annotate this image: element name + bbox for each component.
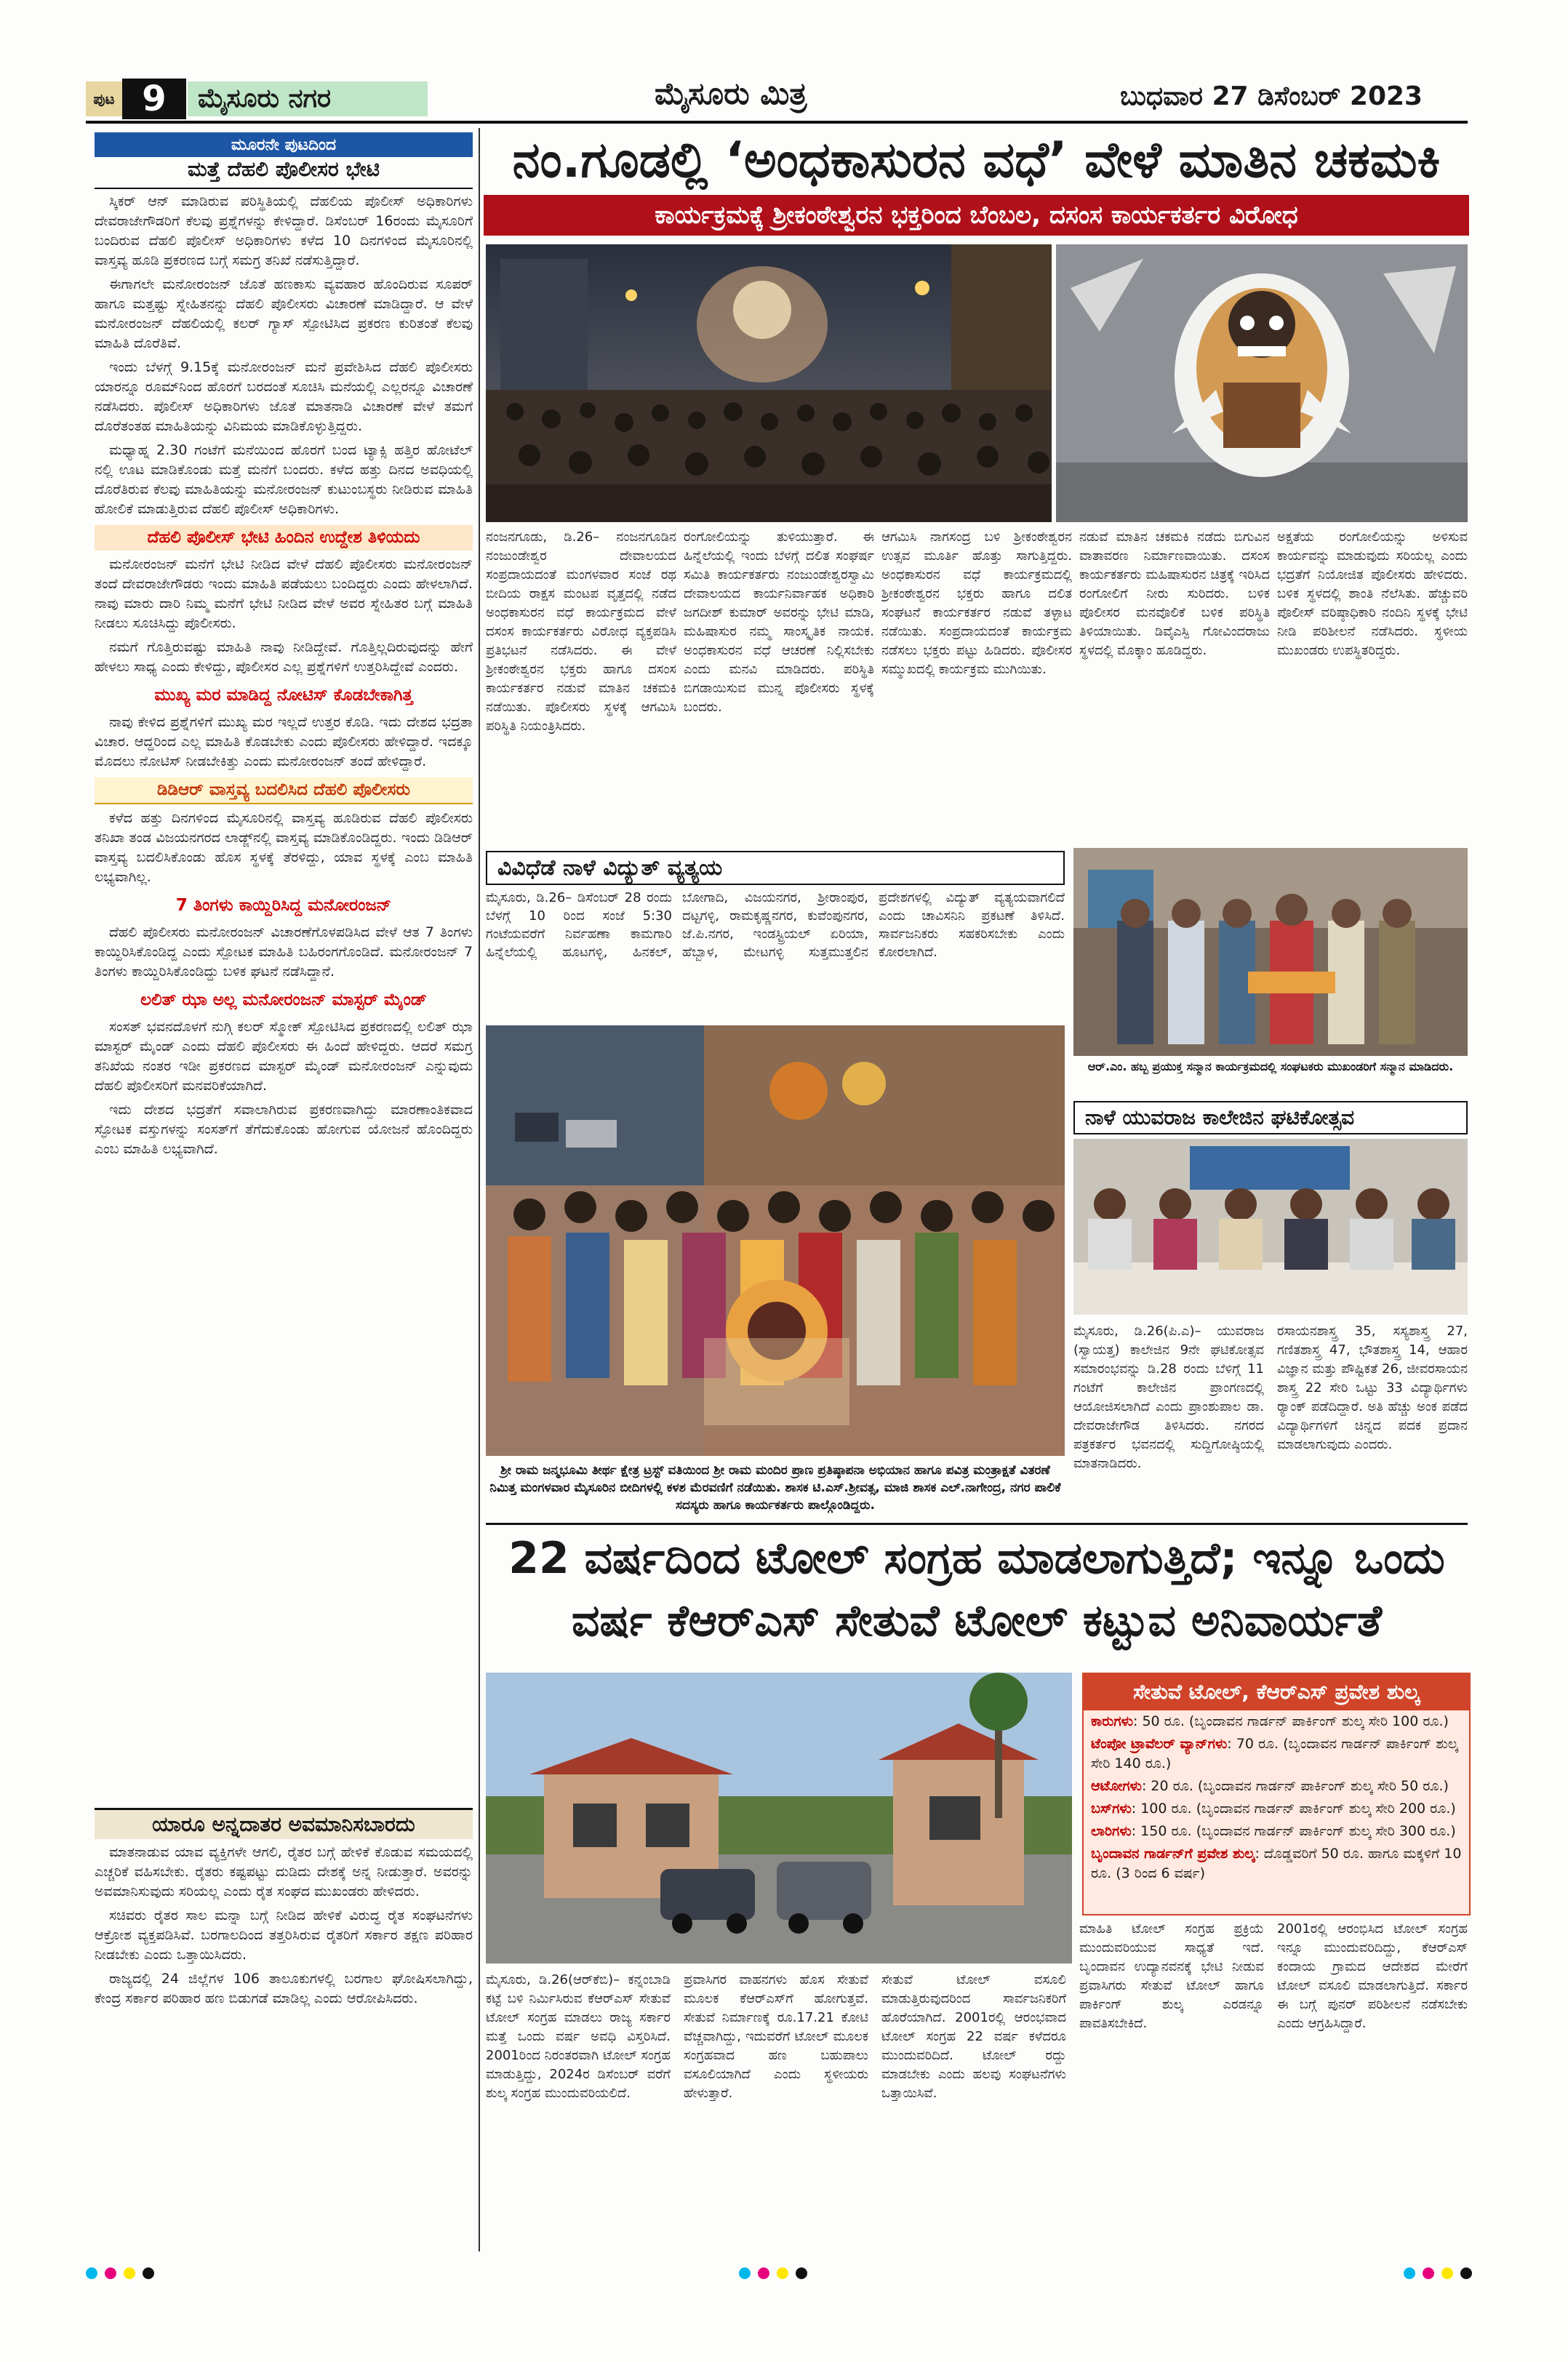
left-para: ರಾಜ್ಯದಲ್ಲಿ 24 ಜಿಲ್ಲೆಗಳ 106 ತಾಲೂಕುಗಳಲ್ಲಿ ಬರಗಾಲ ಘೋಷಿಸಲಾಗಿದ್ದು, ಕೇಂದ್ರ ಸರ್ಕಾರ ಪರಿಹಾರ ಹಣ ಬಿಡುಗಡೆ ಮಾಡಿಲ್ಲ ಎಂದು ಆರೋಪಿಸಿದರು. <box>95 1971 473 2006</box>
left-para: ಸಚಿವರು ರೈತರ ಸಾಲ ಮನ್ನಾ ಬಗ್ಗೆ ನೀಡಿದ ಹೇಳಿಕೆ ವಿರುದ್ಧ ರೈತ ಸಂಘಟನೆಗಳು ಆಕ್ರೋಶ ವ್ಯಕ್ತಪಡಿಸಿವೆ. ಬರಗಾಲದಿಂದ ತತ್ತರಿಸಿರುವ ರೈತರಿಗೆ ಸರ್ಕಾರ ತಕ್ಷಣ ಪರಿಹಾರ ನೀಡಬೇಕು ಎಂದು ಒತ್ತಾಯಿಸಿದರು. <box>95 1907 473 1963</box>
left-para: ಸ್ಕಿಕರ್ ಆನ್ ಮಾಡಿರುವ ಪರಿಸ್ಥಿತಿಯಲ್ಲಿ ದೆಹಲಿಯ ಪೊಲೀಸ್ ಅಧಿಕಾರಿಗಳು ದೇವರಾಜೇಗೌಡರಿಗೆ ಕೆಲವು ಪ್ರಶ್ನೆಗಳನ್ನು ಕೇಳಿದ್ದಾರೆ. ಡಿಸೆಂಬರ್ 16ರಂದು ಮೈಸೂರಿಗೆ ಬಂದಿರುವ ದೆಹಲಿ ಪೊಲೀಸ್ ಅಧಿಕಾರಿಗಳು ಕಳೆದ 10 ದಿನಗಳಿಂದ ಮೈಸೂರಿನಲ್ಲಿ ವಾಸ್ತವ್ಯ ಹೂಡಿ ಪ್ರಕರಣದ ಬಗ್ಗೆ ಸಮಗ್ರ ತನಿಖೆ ನಡೆಸುತ್ತಿದ್ದಾರೆ. <box>95 193 473 268</box>
black-dot <box>143 2267 154 2279</box>
registration-marks-center <box>739 2267 807 2279</box>
toll-rate-key: ಟೆಂಪೋ ಟ್ರಾವೆಲರ್ ವ್ಯಾನ್‌ಗಳು <box>1091 1736 1228 1752</box>
main-col-5: ಅಕ್ಷತೆಯ ರಂಗೋಲಿಯನ್ನು ಅಳಿಸುವ ಕಾರ್ಯವನ್ನು ಮಾಡುವುದು ಸರಿಯಲ್ಲ ಎಂದು ಭದ್ರತೆಗೆ ನಿಯೋಜಿತ ಪೊಲೀಸರು ಹೇಳಿದರು. ಬಳಿಕ ಸ್ಥಳದಲ್ಲಿ ಶಾಂತಿ ನೆಲೆಸಿತು. ಹೆಚ್ಚುವರಿ ಪೊಲೀಸ್ ವರಿಷ್ಠಾಧಿಕಾರಿ ನಂದಿನಿ ಸ್ಥಳಕ್ಕೆ ಭೇಟಿ ನೀಡಿ ಪರಿಶೀಲನೆ ನಡೆಸಿದರು. ಸ್ಥಳೀಯ ಮುಖಂಡರು ಉಪಸ್ಥಿತರಿದ್ದರು. <box>1277 529 1468 658</box>
procession-caption: ಶ್ರೀ ರಾಮ ಜನ್ಮಭೂಮಿ ತೀರ್ಥ ಕ್ಷೇತ್ರ ಟ್ರಸ್ಟ್ ವತಿಯಿಂದ ಶ್ರೀ ರಾಮ ಮಂದಿರ ಪ್ರಾಣ ಪ್ರತಿಷ್ಠಾಪನಾ ಅಭಿಯಾನ ಹಾಗೂ ಪವಿತ್ರ ಮಂತ್ರಾಕ್ಷತೆ ವಿತರಣೆ ನಿಮಿತ್ತ ಮಂಗಳವಾರ ಮೈಸೂರಿನ ಬೀದಿಗಳಲ್ಲಿ ಕಳಶ ಮೆರವಣಿಗೆ ನಡೆಯಿತು. ಶಾಸಕ ಟಿ.ಎಸ್.ಶ್ರೀವತ್ಸ, ಮಾಜಿ ಶಾಸಕ ಎಲ್.ನಾಗೇಂದ್ರ, ನಗರ ಪಾಲಿಕೆ ಸದಸ್ಯರು ಹಾಗೂ ಕಾರ್ಯಕರ್ತರು ಪಾಲ್ಗೊಂಡಿದ್ದರು. <box>489 1463 1061 1513</box>
left-para: ನಮಗೆ ಗೊತ್ತಿರುವಷ್ಟು ಮಾಹಿತಿ ನಾವು ನೀಡಿದ್ದೇವೆ. ಗೊತ್ತಿಲ್ಲದಿರುವುದನ್ನು ಹೇಗೆ ಹೇಳಲು ಸಾಧ್ಯ ಎಂದು ಕೇಳಿದ್ದು, ಪೊಲೀಸರ ಎಲ್ಲ ಪ್ರಶ್ನೆಗಳಿಗೆ ಉತ್ತರಿಸಿದ್ದೇವೆ ಎಂದರು. <box>95 639 473 675</box>
toll-rate-row <box>1084 1710 1469 1733</box>
toll-rate-row <box>1084 1775 1469 1798</box>
yellow-dot <box>777 2267 788 2279</box>
toll-rate-row <box>1084 1733 1469 1775</box>
power-cut-text: ಮೈಸೂರು, ಡಿ.26– ಡಿಸೆಂಬರ್ 28 ರಂದು ಬೆಳಗ್ಗೆ 10 ರಿಂದ ಸಂಜೆ 5:30 ಗಂಟೆಯವರೆಗೆ ನಿರ್ವಹಣಾ ಕಾಮಗಾರಿ ಹಿನ್ನೆಲೆಯಲ್ಲಿ ಹೂಟಗಳ್ಳಿ, ಹಿನಕಲ್, ಬೋಗಾದಿ, ವಿಜಯನಗರ, ಶ್ರೀರಾಂಪುರ, ದಟ್ಟಗಳ್ಳಿ, ರಾಮಕೃಷ್ಣನಗರ, ಕುವೆಂಪುನಗರ, ಜೆ.ಪಿ.ನಗರ, ಇಂಡಸ್ಟ್ರಿಯಲ್ ಏರಿಯಾ, ಹೆಬ್ಬಾಳ, ಮೇಟಗಳ್ಳಿ ಸುತ್ತಮುತ್ತಲಿನ ಪ್ರದೇಶಗಳಲ್ಲಿ ವಿದ್ಯುತ್ ವ್ಯತ್ಯಯವಾಗಲಿದೆ ಎಂದು ಚಾವಿಸನಿನಿ ಪ್ರಕಟಣೆ ತಿಳಿಸಿದೆ. ಸಾರ್ವಜನಿಕರು ಸಹಕರಿಸಬೇಕು ಎಂದು ಕೋರಲಾಗಿದೆ. <box>486 890 1065 960</box>
continued-label: ಮೂರನೇ ಪುಟದಿಂದ <box>95 132 473 157</box>
left-para: ಕಳೆದ ಹತ್ತು ದಿನಗಳಿಂದ ಮೈಸೂರಿನಲ್ಲಿ ವಾಸ್ತವ್ಯ ಹೂಡಿರುವ ದೆಹಲಿ ಪೊಲೀಸರು ತನಿಖಾ ತಂಡ ವಿಜಯನಗರದ ಲಾಡ್ಜ್‌ನಲ್ಲಿ ವಾಸ್ತವ್ಯ ಮಾಡಿಕೊಂಡಿದ್ದರು. ಇಂದು ಡಿಡಿಆರ್ ವಾಸ್ತವ್ಯ ಬದಲಿಸಿಕೊಂಡು ಹೊಸ ಸ್ಥಳಕ್ಕೆ ತೆರಳಿದ್ದು, ಯಾವ ಸ್ಥಳಕ್ಕೆ ಎಂಬ ಮಾಹಿತಿ ಲಭ್ಯವಾಗಿಲ್ಲ. <box>95 810 473 885</box>
toll-col-4: ಮಾಹಿತಿ ಟೋಲ್ ಸಂಗ್ರಹ ಪ್ರಕ್ರಿಯೆ ಮುಂದುವರಿಯುವ ಸಾಧ್ಯತೆ ಇದೆ. ಬೃಂದಾವನ ಉದ್ಯಾನವನಕ್ಕೆ ಭೇಟಿ ನೀಡುವ ಪ್ರವಾಸಿಗರು ಸೇತುವೆ ಟೋಲ್ ಹಾಗೂ ಪಾರ್ಕಿಂಗ್ ಶುಲ್ಕ ಎರಡನ್ನೂ ಪಾವತಿಸಬೇಕಿದೆ. <box>1079 1921 1264 2031</box>
toll-headline-line2: ವರ್ಷ ಕೆಆರ್‌ಎಸ್ ಸೇತುವೆ ಟೋಲ್ ಕಟ್ಟುವ ಅನಿವಾರ್ಯತೆ <box>571 1596 1382 1646</box>
magenta-dot <box>758 2267 769 2279</box>
magenta-dot <box>105 2267 116 2279</box>
cyan-dot <box>739 2267 751 2279</box>
left-para: ಈಗಾಗಲೇ ಮನೋರಂಜನ್ ಜೊತೆ ಹಣಕಾಸು ವ್ಯವಹಾರ ಹೊಂದಿರುವ ಸೂಪರ್ ಹಾಗೂ ಮತ್ತಷ್ಟು ಸ್ನೇಹಿತನನ್ನು ದೆಹಲಿ ಪೊಲೀಸರು ವಿಚಾರಣೆ ಮಾಡಿದ್ದಾರೆ. ಆ ವೇಳೆ ಮನೋರಂಜನ್ ದೆಹಲಿಯಲ್ಲಿ ಕಲರ್ ಗ್ಯಾಸ್ ಸ್ಪೋಟಿಸಿದ ಪ್ರಕರಣ ಕುರಿತಂತೆ ಕೆಲವು ಮಾಹಿತಿ ದೊರೆತಿವೆ. <box>95 276 473 351</box>
college-col-1: ಮೈಸೂರು, ಡಿ.26(ಪಿ.ಎ)– ಯುವರಾಜ (ಸ್ವಾಯತ್ತ) ಕಾಲೇಜಿನ 9ನೇ ಘಟಿಕೋತ್ಸವ ಸಮಾರಂಭವನ್ನು ಡಿ.28 ರಂದು ಬೆಳಿಗ್ಗೆ 11 ಗಂಟೆಗೆ ಕಾಲೇಜಿನ ಪ್ರಾಂಗಣದಲ್ಲಿ ಆಯೋಜಿಸಲಾಗಿದೆ ಎಂದು ಪ್ರಾಂಶುಪಾಲ ಡಾ. ದೇವರಾಜೇಗೌಡ ತಿಳಿಸಿದರು. ನಗರದ ಪತ್ರಕರ್ತರ ಭವನದಲ್ಲಿ ಸುದ್ದಿಗೋಷ್ಠಿಯಲ್ಲಿ ಮಾತನಾಡಿದರು. <box>1073 1324 1264 1471</box>
toll-rate-key: ಲಾರಿಗಳು <box>1091 1823 1132 1839</box>
left-bottom-headline: ಯಾರೂ ಅನ್ನದಾತರ ಅವಮಾನಿಸಬಾರದು <box>95 1808 473 1839</box>
press-meet-photo <box>1073 1139 1468 1315</box>
toll-rate-box <box>1082 1673 1471 1915</box>
page-number: 9 <box>122 79 186 119</box>
left-subhead: ಮುಖ್ಯ ಮರ ಮಾಡಿದ್ದ ನೋಟಿಸ್ ಕೊಡಬೇಕಾಗಿತ್ತ <box>154 686 413 705</box>
column-divider <box>479 128 480 2251</box>
power-cut-headline: ವಿವಿಧೆಡೆ ನಾಳೆ ವಿದ್ಯುತ್ ವ್ಯತ್ಯಯ <box>486 851 1065 885</box>
toll-rate-row <box>1084 1820 1469 1843</box>
left-headline: ಮತ್ತೆ ದೆಹಲಿ ಪೊಲೀಸರ ಭೇಟಿ <box>95 157 473 189</box>
toll-rule <box>486 1523 1468 1525</box>
toll-headline-line1: 22 ವರ್ಷದಿಂದ ಟೋಲ್ ಸಂಗ್ರಹ ಮಾಡಲಾಗುತ್ತಿದೆ; ಇನ್ನೂ ಒಂದು <box>508 1533 1445 1584</box>
college-headline: ನಾಳೆ ಯುವರಾಜ ಕಾಲೇಜಿನ ಘಟಿಕೋತ್ಸವ <box>1073 1101 1468 1134</box>
toll-rate-row <box>1084 1843 1469 1885</box>
registration-marks-left <box>86 2267 154 2279</box>
yellow-dot <box>124 2267 135 2279</box>
felicitation-photo <box>1073 848 1468 1056</box>
left-bottom-article <box>95 1843 473 2250</box>
left-para: ಮಧ್ಯಾಹ್ನ 2.30 ಗಂಟೆಗೆ ಮನೆಯಿಂದ ಹೊರಗೆ ಬಂದ ಟ್ಯಾಕ್ಸಿ ಹತ್ತಿರ ಹೋಟೆಲ್ ನಲ್ಲಿ ಊಟ ಮಾಡಿಕೊಂಡು ಮತ್ತೆ ಮನೆಗೆ ಬಂದರು. ಕಳೆದ ಹತ್ತು ದಿನದ ಅವಧಿಯಲ್ಲಿ ದೊರೆತಿರುವ ಕೆಲವು ಮಾಹಿತಿಯನ್ನು ಮನೋರಂಜನ್ ಕುಟುಂಬಸ್ಥರು ನೀಡಿರುವ ಮಾಹಿತಿ ಹೋಲಿಕೆ ಮಾಡುತ್ತಿರುವ ದೆಹಲಿ ಪೊಲೀಸ್ ಅಧಿಕಾರಿಗಳು. <box>95 442 473 517</box>
black-dot <box>1460 2267 1472 2279</box>
left-para: ನಾವು ಕೇಳಿದ ಪ್ರಶ್ನೆಗಳಿಗೆ ಮುಖ್ಯ ಮರ ಇಲ್ಲದೆ ಉತ್ತರ ಕೊಡಿ. ಇದು ದೇಶದ ಭದ್ರತಾ ವಿಚಾರ. ಆದ್ದರಿಂದ ಎಲ್ಲ ಮಾಹಿತಿ ಕೊಡಬೇಕು ಎಂದು ಪೊಲೀಸರು ಹೇಳಿದ್ದಾರೆ. ಇದಕ್ಕೂ ಮೊದಲು ನೋಟಿಸ್ ನೀಡಬೇಕಿತ್ತು ಎಂದು ಮನೋರಂಜನ್ ತಂದೆ ಹೇಳಿದ್ದಾರೆ. <box>95 714 473 769</box>
left-subhead: ಡಿಡಿಆರ್ ವಾಸ್ತವ್ಯ ಬದಲಿಸಿದ ದೆಹಲಿ ಪೊಲೀಸರು <box>95 777 473 804</box>
toll-rate-row <box>1084 1798 1469 1820</box>
felicitation-caption: ಆರ್.ಎಂ. ಹಬ್ಬ ಪ್ರಯುಕ್ತ ಸನ್ಮಾನ ಕಾರ್ಯಕ್ರಮದಲ್ಲಿ ಸಂಘಟಕರು ಮುಖಂಡರಿಗೆ ಸನ್ಮಾನ ಮಾಡಿದರು. <box>1087 1060 1454 1073</box>
toll-rate-value: : 150 ರೂ. (ಬೃಂದಾವನ ಗಾರ್ಡನ್ ಪಾರ್ಕಿಂಗ್ ಶುಲ್ಕ ಸೇರಿ 300 ರೂ.) <box>1131 1823 1456 1839</box>
procession-photo <box>486 1025 1065 1456</box>
toll-booth-photo <box>486 1673 1072 1963</box>
left-para: ಸಂಸತ್ ಭವನದೊಳಗೆ ನುಗ್ಗಿ ಕಲರ್ ಸ್ಮೋಕ್ ಸ್ಪೋಟಿಸಿದ ಪ್ರಕರಣದಲ್ಲಿ ಲಲಿತ್ ಝಾ ಮಾಸ್ಟರ್ ಮೈಂಡ್ ಎಂದು ದೆಹಲಿ ಪೊಲೀಸರು ಈ ಹಿಂದೆ ಹೇಳಿದ್ದರು. ಆದರೆ ಸಮಗ್ರ ತನಿಖೆಯ ನಂತರ ಇಡೀ ಪ್ರಕರಣದ ಮಾಸ್ಟರ್ ಮೈಂಡ್ ಮನೋರಂಜನ್ ಎನ್ನುವುದು ದೆಹಲಿ ಪೊಲೀಸರಿಗೆ ಮನವರಿಕೆಯಾಗಿದೆ. <box>95 1019 473 1094</box>
left-subhead: 7 ತಿಂಗಳು ಕಾಯ್ದಿರಿಸಿದ್ದ ಮನೋರಂಜನ್ <box>175 896 392 915</box>
toll-rate-value: : ದೊಡ್ಡವರಿಗೆ 50 ರೂ. ಹಾಗೂ ಮಕ್ಕಳಿಗೆ 10 ರೂ. (3 ರಿಂದ 6 ವರ್ಷ) <box>1091 1846 1462 1881</box>
left-subhead: ಲಲಿತ್ ಝಾ ಅಲ್ಲ ಮನೋರಂಜನ್ ಮಾಸ್ಟರ್ ಮೈಂಡ್ <box>140 990 427 1009</box>
toll-col-3: ಸೇತುವೆ ಟೋಲ್ ವಸೂಲಿ ಮಾಡುತ್ತಿರುವುದರಿಂದ ಸಾರ್ವಜನಿಕರಿಗೆ ಹೊರೆಯಾಗಿದೆ. 2001ರಲ್ಲಿ ಆರಂಭವಾದ ಟೋಲ್ ಸಂಗ್ರಹ 22 ವರ್ಷ ಕಳೆದರೂ ಮುಂದುವರಿದಿದೆ. ಟೋಲ್ ರದ್ದು ಮಾಡಬೇಕು ಎಂದು ಹಲವು ಸಂಘಟನೆಗಳು ಒತ್ತಾಯಿಸಿವೆ. <box>881 1972 1066 2101</box>
toll-col-5: 2001ರಲ್ಲಿ ಆರಂಭಿಸಿದ ಟೋಲ್ ಸಂಗ್ರಹ ಇನ್ನೂ ಮುಂದುವರಿದಿದ್ದು, ಕೆಆರ್‌ಎಸ್ ಕಂದಾಯ ಗ್ರಾಮದ ಆದೇಶದ ಮೇರೆಗೆ ಟೋಲ್ ವಸೂಲಿ ಮಾಡಲಾಗುತ್ತಿದೆ. ಸರ್ಕಾರ ಈ ಬಗ್ಗೆ ಪುನರ್ ಪರಿಶೀಲನೆ ನಡೆಸಬೇಕು ಎಂದು ಆಗ್ರಹಿಸಿದ್ದಾರೆ. <box>1277 1921 1468 2031</box>
crowd-photo <box>486 244 1052 522</box>
college-col-2: ರಸಾಯನಶಾಸ್ತ್ರ 35, ಸಸ್ಯಶಾಸ್ತ್ರ 27, ಗಣಿತಶಾಸ್ತ್ರ 47, ಭೌತಶಾಸ್ತ್ರ 14, ಆಹಾರ ವಿಜ್ಞಾನ ಮತ್ತು ಪೌಷ್ಟಿಕತೆ 26, ಜೀವರಸಾಯನ ಶಾಸ್ತ್ರ 22 ಸೇರಿ ಒಟ್ಟು 33 ವಿದ್ಯಾರ್ಥಿಗಳು ರ‍್ಯಾಂಕ್ ಪಡೆದಿದ್ದಾರೆ. ಅತಿ ಹೆಚ್ಚು ಅಂಕ ಪಡೆದ ವಿದ್ಯಾರ್ಥಿಗಳಿಗೆ ಚಿನ್ನದ ಪದಕ ಪ್ರದಾನ ಮಾಡಲಾಗುವುದು ಎಂದರು. <box>1277 1324 1468 1452</box>
left-article <box>95 192 473 1799</box>
toll-rate-key: ಕಾರುಗಳು <box>1091 1713 1133 1729</box>
toll-rate-key: ಬೃಂದಾವನ ಗಾರ್ಡನ್‌ಗೆ ಪ್ರವೇಶ ಶುಲ್ಕ <box>1091 1846 1255 1862</box>
toll-rate-key: ಬಸ್‌ಗಳು <box>1091 1801 1132 1817</box>
registration-marks-right <box>1404 2267 1472 2279</box>
main-col-1: ನಂಜನಗೂಡು, ಡಿ.26– ನಂಜನಗೂಡಿನ ನಂಜುಂಡೇಶ್ವರ ದೇವಾಲಯದ ಸಂಪ್ರದಾಯದಂತೆ ಮಂಗಳವಾರ ಸಂಜೆ ರಥ ಬೀದಿಯ ರಾಕ್ಷಸ ಮಂಟಪ ವೃತ್ತದಲ್ಲಿ ನಡೆದ ಅಂಧಕಾಸುರನ ವಧೆ ಕಾರ್ಯಕ್ರಮದ ವೇಳೆ ದಸಂಸ ಕಾರ್ಯಕರ್ತರು ವಿರೋಧ ವ್ಯಕ್ತಪಡಿಸಿ ಪ್ರತಿಭಟನೆ ನಡೆಸಿದರು. ಈ ವೇಳೆ ಶ್ರೀಕಂಠೇಶ್ವರನ ಭಕ್ತರು ಹಾಗೂ ದಸಂಸ ಕಾರ್ಯಕರ್ತರ ನಡುವೆ ಮಾತಿನ ಚಕಮಕಿ ನಡೆಯಿತು. ಪೊಲೀಸರು ಸ್ಥಳಕ್ಕೆ ಆಗಮಿಸಿ ಪರಿಸ್ಥಿತಿ ನಿಯಂತ್ರಿಸಿದರು. <box>486 529 676 734</box>
yellow-dot <box>1441 2267 1453 2279</box>
main-col-3: ಆಗಮಿಸಿ ನಾಗಸಂದ್ರ ಬಳಿ ಶ್ರೀಕಂಠೇಶ್ವರನ ಉತ್ಸವ ಮೂರ್ತಿ ಹೊತ್ತು ಸಾಗುತ್ತಿದ್ದರು. ಅಂಧಕಾಸುರನ ವಧೆ ಕಾರ್ಯಕ್ರಮದಲ್ಲಿ ಶ್ರೀಕಂಠೇಶ್ವರನ ಭಕ್ತರು ಹಾಗೂ ದಲಿತ ಸಂಘಟನೆ ಕಾರ್ಯಕರ್ತರ ನಡುವೆ ತಳ್ಳಾಟ ನಡೆಯಿತು. ಸಂಪ್ರದಾಯದಂತೆ ಕಾರ್ಯಕ್ರಮ ನಡೆಸಲು ಭಕ್ತರು ಪಟ್ಟು ಹಿಡಿದರು. ಪೊಲೀಸರ ಸಮ್ಮುಖದಲ್ಲಿ ಕಾರ್ಯಕ್ರಮ ಮುಗಿಯಿತು. <box>881 529 1072 677</box>
toll-col-1: ಮೈಸೂರು, ಡಿ.26(ಆರ್‌ಕೆಬಿ)– ಕನ್ನಂಬಾಡಿ ಕಟ್ಟೆ ಬಳಿ ನಿರ್ಮಿಸಿರುವ ಕೆಆರ್‌ಎಸ್ ಸೇತುವೆ ಟೋಲ್ ಸಂಗ್ರಹ ಮಾಡಲು ರಾಜ್ಯ ಸರ್ಕಾರ ಮತ್ತೆ ಒಂದು ವರ್ಷ ಅವಧಿ ವಿಸ್ತರಿಸಿದೆ. 2001ರಿಂದ ನಿರಂತರವಾಗಿ ಟೋಲ್ ಸಂಗ್ರಹ ಮಾಡುತ್ತಿದ್ದು, 2024ರ ಡಿಸೆಂಬರ್ ವರೆಗೆ ಶುಲ್ಕ ಸಂಗ್ರಹ ಮುಂದುವರಿಯಲಿದೆ. <box>486 1972 671 2101</box>
magenta-dot <box>1423 2267 1434 2279</box>
toll-col-2: ಪ್ರವಾಸಿಗರ ವಾಹನಗಳು ಹೊಸ ಸೇತುವೆ ಮೂಲಕ ಕೆಆರ್‌ಎಸ್‌ಗೆ ಹೋಗುತ್ತವೆ. ಸೇತುವೆ ನಿರ್ಮಾಣಕ್ಕೆ ರೂ.17.21 ಕೋಟಿ ವೆಚ್ಚವಾಗಿದ್ದು, ಇದುವರೆಗೆ ಟೋಲ್ ಮೂಲಕ ಸಂಗ್ರಹವಾದ ಹಣ ಬಹುಪಾಲು ವಸೂಲಿಯಾಗಿದೆ ಎಂದು ಸ್ಥಳೀಯರು ಹೇಳುತ್ತಾರೆ. <box>684 1972 868 2101</box>
cyan-dot <box>86 2267 97 2279</box>
left-para: ದೆಹಲಿ ಪೊಲೀಸರು ಮನೋರಂಜನ್ ವಿಚಾರಣೆಗೊಳಪಡಿಸಿದ ವೇಳೆ ಆತ 7 ತಿಂಗಳು ಕಾಯ್ದಿರಿಸಿಕೊಂಡಿದ್ದ ಎಂದು ಸ್ಪೋಟಕ ಮಾಹಿತಿ ಬಹಿರಂಗಗೊಂಡಿದೆ. ಮನೋರಂಜನ್ 7 ತಿಂಗಳು ಕಾಯ್ದಿರಿಸಿಕೊಂಡಿದ್ದು ಬಳಿಕ ಘಟನೆ ನಡೆಸಿದ್ದಾನೆ. <box>95 924 473 980</box>
main-col-4: ನಡುವೆ ಮಾತಿನ ಚಕಮಕಿ ನಡೆದು ಬಿಗುವಿನ ವಾತಾವರಣ ನಿರ್ಮಾಣವಾಯಿತು. ದಸಂಸ ಕಾರ್ಯಕರ್ತರು ಮಹಿಷಾಸುರನ ಚಿತ್ರಕ್ಕೆ ಇರಿಸಿದ ರಂಗೋಲಿಗೆ ನೀರು ಸುರಿದರು. ಬಳಿಕ ಪೊಲೀಸರ ಮನವೊಲಿಕೆ ಬಳಿಕ ಪರಿಸ್ಥಿತಿ ತಿಳಿಯಾಯಿತು. ಡಿವೈಎಸ್ಪಿ ಗೋವಿಂದರಾಜು ಸ್ಥಳದಲ್ಲಿ ಮೊಕ್ಕಾಂ ಹೂಡಿದ್ದರು. <box>1079 529 1270 658</box>
main-col-2: ರಂಗೋಲಿಯನ್ನು ತುಳಿಯುತ್ತಾರೆ. ಈ ಹಿನ್ನೆಲೆಯಲ್ಲಿ ಇಂದು ಬೆಳಗ್ಗೆ ದಲಿತ ಸಂಘರ್ಷ ಸಮಿತಿ ಕಾರ್ಯಕರ್ತರು ನಂಜುಂಡೇಶ್ವರಸ್ವಾಮಿ ದೇವಾಲಯದ ಕಾರ್ಯನಿರ್ವಾಹಕ ಅಧಿಕಾರಿ ಜಗದೀಶ್ ಕುಮಾರ್ ಅವರನ್ನು ಭೇಟಿ ಮಾಡಿ, ಮಹಿಷಾಸುರ ನಮ್ಮ ಸಾಂಸ್ಕೃತಿಕ ನಾಯಕ. ಅಂಧಕಾಸುರನ ವಧೆ ಆಚರಣೆ ನಿಲ್ಲಿಸಬೇಕು ಎಂದು ಮನವಿ ಮಾಡಿದರು. ಪರಿಸ್ಥಿತಿ ಬಿಗಡಾಯಿಸುವ ಮುನ್ನ ಪೊಲೀಸರು ಸ್ಥಳಕ್ಕೆ ಬಂದರು. <box>684 529 874 715</box>
toll-rate-title: ಸೇತುವೆ ಟೋಲ್, ಕೆಆರ್‌ಎಸ್ ಪ್ರವೇಶ ಶುಲ್ಕ <box>1084 1674 1469 1710</box>
left-para: ಮಾತನಾಡುವ ಯಾವ ವ್ಯಕ್ತಿಗಳೇ ಆಗಲಿ, ರೈತರ ಬಗ್ಗೆ ಹೇಳಿಕೆ ಕೊಡುವ ಸಮಯದಲ್ಲಿ ಎಚ್ಚರಿಕೆ ವಹಿಸಬೇಕು. ರೈತರು ಕಷ್ಟಪಟ್ಟು ದುಡಿದು ದೇಶಕ್ಕೆ ಅನ್ನ ನೀಡುತ್ತಾರೆ. ಅವರನ್ನು ಅವಮಾನಿಸುವುದು ಸರಿಯಲ್ಲ ಎಂದು ರೈತ ಸಂಘದ ಮುಖಂಡರು ಹೇಳಿದರು. <box>95 1844 473 1899</box>
page-label: ಪುಟ <box>86 81 122 116</box>
rangoli-photo <box>1056 244 1468 522</box>
toll-rate-value: : 50 ರೂ. (ಬೃಂದಾವನ ಗಾರ್ಡನ್ ಪಾರ್ಕಿಂಗ್ ಶುಲ್ಕ ಸೇರಿ 100 ರೂ.) <box>1133 1713 1449 1729</box>
section-title: ಮೈಸೂರು ನಗರ <box>188 81 428 116</box>
toll-rate-value: : 70 ರೂ. (ಬೃಂದಾವನ ಗಾರ್ಡನ್ ಪಾರ್ಕಿಂಗ್ ಶುಲ್ಕ ಸೇರಿ 140 ರೂ.) <box>1091 1736 1458 1772</box>
toll-rate-value: : 100 ರೂ. (ಬೃಂದಾವನ ಗಾರ್ಡನ್ ಪಾರ್ಕಿಂಗ್ ಶುಲ್ಕ ಸೇರಿ 200 ರೂ.) <box>1131 1801 1456 1817</box>
main-headline: ನಂ.ಗೂಡಲ್ಲಿ ‘ಅಂಧಕಾಸುರನ ವಧೆ’ ವೇಳೆ ಮಾತಿನ ಚಕಮಕಿ <box>512 132 1441 189</box>
main-subheadline: ಕಾರ್ಯಕ್ರಮಕ್ಕೆ ಶ್ರೀಕಂಠೇಶ್ವರನ ಭಕ್ತರಿಂದ ಬೆಂಬಲ, ದಸಂಸ ಕಾರ್ಯಕರ್ತರ ವಿರೋಧ <box>484 195 1469 236</box>
toll-rate-value: : 20 ರೂ. (ಬೃಂದಾವನ ಗಾರ್ಡನ್ ಪಾರ್ಕಿಂಗ್ ಶುಲ್ಕ ಸೇರಿ 50 ರೂ.) <box>1141 1778 1449 1794</box>
cyan-dot <box>1404 2267 1415 2279</box>
toll-headline <box>486 1527 1468 1658</box>
left-para: ಮನೋರಂಜನ್ ಮನೆಗೆ ಭೇಟಿ ನೀಡಿದ ವೇಳೆ ದೆಹಲಿ ಪೊಲೀಸರು ಮನೋರಂಜನ್ ತಂದೆ ದೇವರಾಜೇಗೌಡರು ಇಂದು ಮಾಹಿತಿ ಪಡೆಯಲು ಬಂದಿದ್ದರು ಎಂದು ಹೇಳಲಾಗಿದೆ. ನಾವು ಮಾರು ದಾರಿ ನಿಮ್ಮ ಮನೆಗೆ ಭೇಟಿ ನೀಡಿದ ವೇಳೆ ಅವರ ಸ್ನೇಹಿತರ ಬಗ್ಗೆ ಮಾಹಿತಿ ನೀಡಲು ಸೂಚಿಸಿದ್ದು ಪೊಲೀಸರು. <box>95 556 473 631</box>
toll-rate-key: ಆಟೋಗಳು <box>1091 1778 1142 1794</box>
left-para: ಇಂದು ಬೆಳಗ್ಗೆ 9.15ಕ್ಕೆ ಮನೋರಂಜನ್ ಮನೆ ಪ್ರವೇಶಿಸಿದ ದೆಹಲಿ ಪೊಲೀಸರು ಯಾರನ್ನೂ ರೂಮ್‌ನಿಂದ ಹೊರಗೆ ಬರದಂತೆ ಸೂಚಿಸಿ ಮನೆಯಲ್ಲಿ ಎಲ್ಲರನ್ನೂ ವಿಚಾರಣೆ ನಡೆಸಿದರು. ಪೊಲೀಸ್ ಅಧಿಕಾರಿಗಳು ಜೊತೆ ಮಾತನಾಡಿ ವಿಚಾರಣೆ ವೇಳೆ ತಮಗೆ ದೊರೆತಂತಹ ಮಾಹಿತಿಯನ್ನು ವಿನಿಮಯ ಮಾಡಿಕೊಳ್ಳುತ್ತಿದ್ದರು. <box>95 359 473 434</box>
dateline: ಬುಧವಾರ 27 ಡಿಸೆಂಬರ್ 2023 <box>1120 81 1423 111</box>
left-para: ಇದು ದೇಶದ ಭದ್ರತೆಗೆ ಸವಾಲಾಗಿರುವ ಪ್ರಕರಣವಾಗಿದ್ದು ಮಾರಣಾಂತಿಕವಾದ ಸ್ಫೋಟಕ ವಸ್ತುಗಳನ್ನು ಸಂಸತ್‌ಗೆ ತೆಗೆದುಕೊಂಡು ಹೋಗುವ ಯೋಜನೆ ಹೊಂದಿದ್ದರು ಎಂಬ ಮಾಹಿತಿ ಲಭ್ಯವಾಗಿದೆ. <box>95 1102 473 1157</box>
masthead-logo: ಮೈಸೂರು ಮಿತ್ರ <box>655 76 807 111</box>
black-dot <box>796 2267 807 2279</box>
left-subhead: ದೆಹಲಿ ಪೊಲೀಸ್ ಭೇಟಿ ಹಿಂದಿನ ಉದ್ದೇಶ ತಿಳಿಯದು <box>95 525 473 551</box>
header-rule <box>86 121 1468 124</box>
